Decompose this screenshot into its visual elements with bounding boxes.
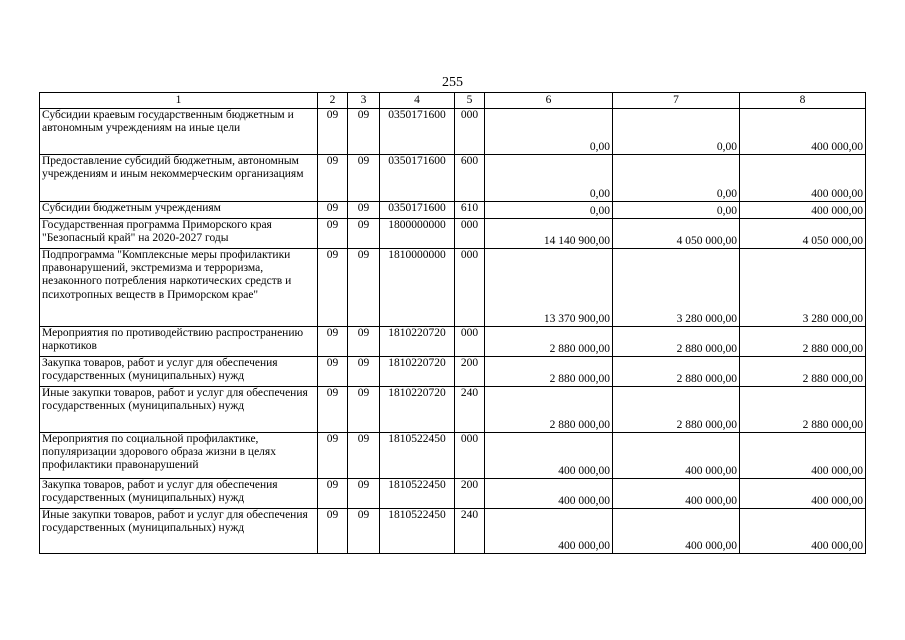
row-amount-7: 400 000,00 bbox=[613, 433, 740, 479]
row-expense-type: 000 bbox=[455, 219, 485, 249]
row-amount-6: 13 370 900,00 bbox=[485, 249, 613, 327]
row-expense-type: 000 bbox=[455, 109, 485, 155]
row-expense-type: 200 bbox=[455, 357, 485, 387]
row-subsection: 09 bbox=[348, 357, 380, 387]
row-amount-7: 0,00 bbox=[613, 109, 740, 155]
row-section: 09 bbox=[318, 433, 348, 479]
budget-table bbox=[39, 92, 866, 554]
row-expense-type: 600 bbox=[455, 155, 485, 202]
row-amount-8: 2 880 000,00 bbox=[740, 357, 866, 387]
row-name: Предоставление субсидий бюджетным, автономным учреждениям и иным некоммерческим организациям bbox=[40, 155, 318, 202]
row-name: Иные закупки товаров, работ и услуг для обеспечения государственных (муниципальных) нужд bbox=[40, 509, 318, 554]
row-amount-8: 2 880 000,00 bbox=[740, 327, 866, 357]
column-header: 8 bbox=[740, 93, 866, 109]
row-target-code: 1810522450 bbox=[380, 433, 455, 479]
row-section: 09 bbox=[318, 509, 348, 554]
row-section: 09 bbox=[318, 219, 348, 249]
row-expense-type: 200 bbox=[455, 479, 485, 509]
row-section: 09 bbox=[318, 387, 348, 433]
row-amount-7: 0,00 bbox=[613, 202, 740, 219]
row-amount-7: 400 000,00 bbox=[613, 509, 740, 554]
row-target-code: 1810522450 bbox=[380, 509, 455, 554]
row-amount-8: 4 050 000,00 bbox=[740, 219, 866, 249]
table-row bbox=[40, 327, 866, 357]
column-header: 3 bbox=[348, 93, 380, 109]
column-header: 7 bbox=[613, 93, 740, 109]
row-section: 09 bbox=[318, 357, 348, 387]
row-target-code: 1810000000 bbox=[380, 249, 455, 327]
row-amount-6: 400 000,00 bbox=[485, 509, 613, 554]
row-name: Субсидии краевым государственным бюджетным и автономным учреждениям на иные цели bbox=[40, 109, 318, 155]
row-amount-6: 0,00 bbox=[485, 202, 613, 219]
column-header: 2 bbox=[318, 93, 348, 109]
row-target-code: 0350171600 bbox=[380, 155, 455, 202]
row-amount-8: 400 000,00 bbox=[740, 479, 866, 509]
row-amount-6: 400 000,00 bbox=[485, 479, 613, 509]
row-amount-6: 400 000,00 bbox=[485, 433, 613, 479]
row-section: 09 bbox=[318, 155, 348, 202]
column-header: 4 bbox=[380, 93, 455, 109]
row-amount-7: 400 000,00 bbox=[613, 479, 740, 509]
row-expense-type: 000 bbox=[455, 249, 485, 327]
column-header: 6 bbox=[485, 93, 613, 109]
row-target-code: 0350171600 bbox=[380, 202, 455, 219]
row-amount-6: 2 880 000,00 bbox=[485, 387, 613, 433]
row-section: 09 bbox=[318, 327, 348, 357]
table-row bbox=[40, 357, 866, 387]
column-header: 1 bbox=[40, 93, 318, 109]
row-target-code: 0350171600 bbox=[380, 109, 455, 155]
row-amount-7: 4 050 000,00 bbox=[613, 219, 740, 249]
row-subsection: 09 bbox=[348, 327, 380, 357]
row-section: 09 bbox=[318, 249, 348, 327]
row-amount-8: 400 000,00 bbox=[740, 433, 866, 479]
row-target-code: 1810220720 bbox=[380, 387, 455, 433]
row-amount-7: 2 880 000,00 bbox=[613, 357, 740, 387]
row-name: Мероприятия по противодействию распространению наркотиков bbox=[40, 327, 318, 357]
row-subsection: 09 bbox=[348, 509, 380, 554]
row-subsection: 09 bbox=[348, 433, 380, 479]
table-row bbox=[40, 202, 866, 219]
row-expense-type: 000 bbox=[455, 433, 485, 479]
table-row bbox=[40, 387, 866, 433]
row-amount-8: 2 880 000,00 bbox=[740, 387, 866, 433]
row-amount-8: 400 000,00 bbox=[740, 202, 866, 219]
row-amount-8: 400 000,00 bbox=[740, 155, 866, 202]
row-target-code: 1810220720 bbox=[380, 327, 455, 357]
row-subsection: 09 bbox=[348, 479, 380, 509]
row-subsection: 09 bbox=[348, 202, 380, 219]
row-expense-type: 610 bbox=[455, 202, 485, 219]
column-header: 5 bbox=[455, 93, 485, 109]
row-subsection: 09 bbox=[348, 155, 380, 202]
row-amount-7: 2 880 000,00 bbox=[613, 327, 740, 357]
table-row bbox=[40, 219, 866, 249]
row-amount-7: 0,00 bbox=[613, 155, 740, 202]
row-name: Государственная программа Приморского края "Безопасный край" на 2020-2027 годы bbox=[40, 219, 318, 249]
row-expense-type: 240 bbox=[455, 387, 485, 433]
row-name: Закупка товаров, работ и услуг для обеспечения государственных (муниципальных) нужд bbox=[40, 479, 318, 509]
row-target-code: 1800000000 bbox=[380, 219, 455, 249]
page-number: 255 bbox=[442, 75, 463, 90]
row-subsection: 09 bbox=[348, 219, 380, 249]
table-row bbox=[40, 249, 866, 327]
table-row bbox=[40, 479, 866, 509]
row-target-code: 1810522450 bbox=[380, 479, 455, 509]
row-section: 09 bbox=[318, 479, 348, 509]
row-amount-6: 2 880 000,00 bbox=[485, 327, 613, 357]
row-section: 09 bbox=[318, 109, 348, 155]
row-expense-type: 240 bbox=[455, 509, 485, 554]
row-amount-8: 400 000,00 bbox=[740, 109, 866, 155]
row-amount-6: 0,00 bbox=[485, 155, 613, 202]
row-amount-6: 14 140 900,00 bbox=[485, 219, 613, 249]
row-name: Субсидии бюджетным учреждениям bbox=[40, 202, 318, 219]
header-row bbox=[40, 93, 866, 109]
table-row bbox=[40, 155, 866, 202]
row-amount-6: 0,00 bbox=[485, 109, 613, 155]
row-section: 09 bbox=[318, 202, 348, 219]
row-name: Закупка товаров, работ и услуг для обеспечения государственных (муниципальных) нужд bbox=[40, 357, 318, 387]
row-subsection: 09 bbox=[348, 249, 380, 327]
row-amount-8: 3 280 000,00 bbox=[740, 249, 866, 327]
row-name: Иные закупки товаров, работ и услуг для обеспечения государственных (муниципальных) нужд bbox=[40, 387, 318, 433]
row-subsection: 09 bbox=[348, 109, 380, 155]
row-amount-6: 2 880 000,00 bbox=[485, 357, 613, 387]
row-target-code: 1810220720 bbox=[380, 357, 455, 387]
row-subsection: 09 bbox=[348, 387, 380, 433]
row-expense-type: 000 bbox=[455, 327, 485, 357]
row-name: Мероприятия по социальной профилактике, популяризации здорового образа жизни в целях профилактики правонарушений bbox=[40, 433, 318, 479]
row-amount-8: 400 000,00 bbox=[740, 509, 866, 554]
table-row bbox=[40, 109, 866, 155]
row-amount-7: 3 280 000,00 bbox=[613, 249, 740, 327]
table-row bbox=[40, 433, 866, 479]
table-row bbox=[40, 509, 866, 554]
row-amount-7: 2 880 000,00 bbox=[613, 387, 740, 433]
row-name: Подпрограмма "Комплексные меры профилактики правонарушений, экстремизма и терроризма, незаконного потребления наркотических средств и психотропных веществ в Приморском крае" bbox=[40, 249, 318, 327]
